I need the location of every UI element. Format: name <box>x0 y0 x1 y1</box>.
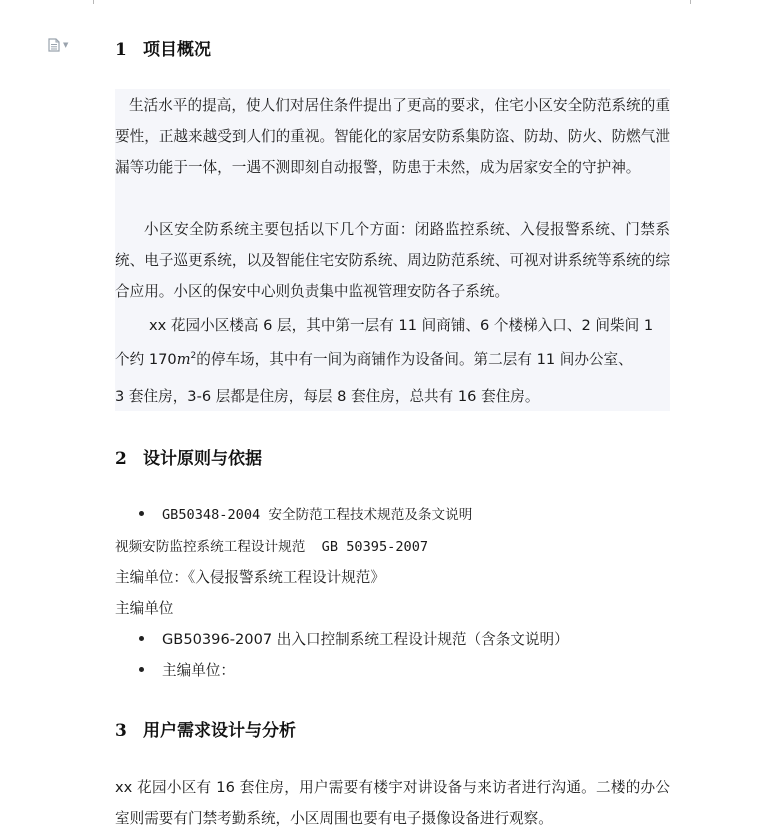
section-heading-3 <box>115 716 296 741</box>
list-item: 主编单位： <box>141 659 235 680</box>
paragraph-1: 生活水平的提高，使人们对居住条件提出了更高的要求，住宅小区安全防范系统的重要性，正越来越受到人们的重视。智能化的家居安防系集防盗、防劫、防火、防燃气泄漏等功能于一体，一遇不测即刻自动报警，防患于未然，成为居家安全的守护神。 <box>115 97 670 176</box>
document-icon <box>48 38 60 52</box>
section-title: 项目概况 <box>143 40 211 60</box>
paragraph-2: 小区安全防系统主要包括以下几个方面：闭路监控系统、入侵报警系统、门禁系统、电子巡更系统，以及智能住宅安防系统、周边防范系统、可视对讲系统等系统的综合应用。小区的保安中心则负责集中监视管理安防各子系统。 <box>115 221 670 300</box>
page-corner-mark-right <box>690 0 691 4</box>
list-item: 视频安防监控系统工程设计规范 GB 50395-2007 <box>115 539 429 555</box>
list-item: 主编单位 <box>115 600 174 617</box>
list-item: GB50396-2007 出入口控制系统工程设计规范（含条文说明） <box>141 628 569 649</box>
section-heading-1 <box>115 35 211 60</box>
document-outline-button[interactable] <box>48 38 68 52</box>
section-number: 3 <box>115 721 127 741</box>
section-heading-2 <box>115 444 262 469</box>
paragraph-3-line-2: 个约 $170m^2$的停车场，其中有一间为商铺作为设备间。第二层有 11 间办公室、 <box>115 351 633 368</box>
paragraph-4: xx 花园小区有 16 套住房，用户需要有楼宇对讲设备与来访者进行沟通。二楼的办公室则需要有门禁考勤系统，小区周围也要有电子摄像设备进行观察。 <box>115 779 670 827</box>
page-corner-mark-left <box>93 0 94 4</box>
paragraph-3-line-1: xx 花园小区楼高 6 层，其中第一层有 11 间商铺、6 个楼梯入口、2 间柴间 1 <box>149 317 654 334</box>
paragraph-3-line-3: 3 套住房，3-6 层都是住房，每层 8 套住房，总共有 16 套住房。 <box>115 388 540 405</box>
chevron-down-icon: ▼ <box>63 40 69 49</box>
list-item: 主编单位：《入侵报警系统工程设计规范》 <box>115 569 385 586</box>
unit-symbol: m <box>176 351 191 368</box>
section-title: 用户需求设计与分析 <box>143 721 296 741</box>
section-number: 2 <box>115 449 127 469</box>
section-title: 设计原则与依据 <box>143 449 262 469</box>
section-number: 1 <box>115 40 127 60</box>
list-item: GB50348-2004 安全防范工程技术规范及条文说明 <box>141 503 472 523</box>
